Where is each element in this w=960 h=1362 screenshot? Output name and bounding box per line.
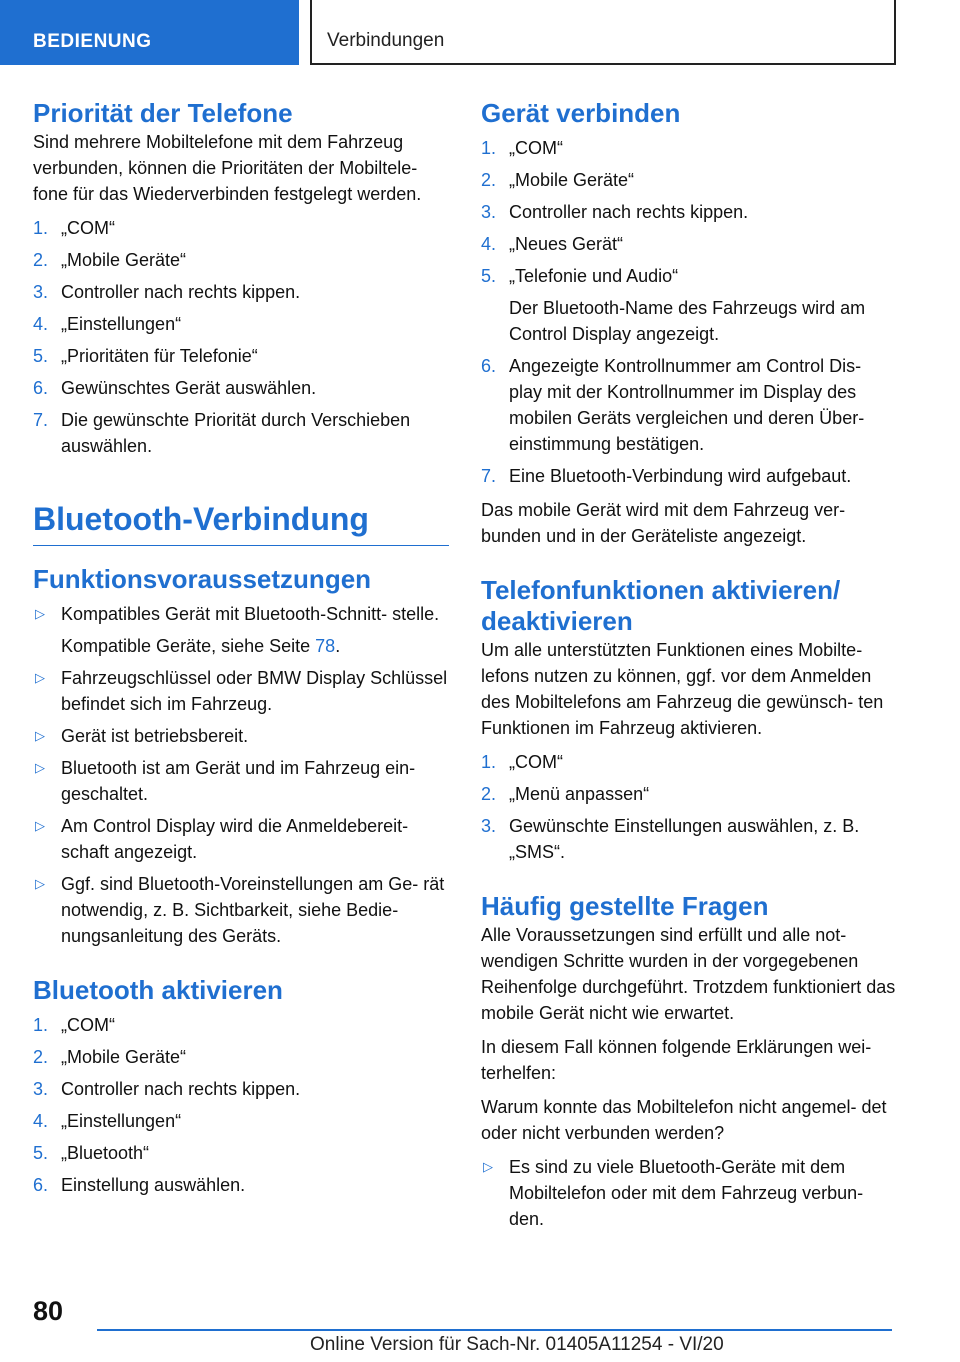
step-number: 3. [481, 202, 497, 222]
step-item [33, 375, 449, 401]
step-item [481, 231, 897, 257]
step-item [33, 215, 449, 241]
item-text: Am Control Display wird die Anmeldebereit- schaft angezeigt. [61, 816, 409, 862]
step-number: 2. [481, 784, 497, 804]
subtext-body: Kompatible Geräte, siehe Seite [61, 636, 316, 656]
step-item [33, 1076, 449, 1102]
triangle-bullet-icon: ▷ [35, 728, 45, 743]
step-item [481, 135, 897, 161]
bullet-item [33, 813, 449, 865]
step-number: 4. [481, 234, 497, 254]
item-text: „COM“ [61, 218, 115, 238]
faq-list [481, 1154, 897, 1232]
step-number: 1. [33, 1015, 49, 1035]
item-text: Fahrzeugschlüssel oder BMW Display Schlüssel befindet sich im Fahrzeug. [61, 668, 448, 714]
item-text: „COM“ [61, 1015, 115, 1035]
phone-functions-intro: Um alle unterstützten Funktionen eines Mobilte- lefons nutzen zu können, ggf. vor dem Anmelden des Mobiltelefons am Fahrzeug die gewünsch- ten Funktionen im Fahrzeug aktivieren. [481, 640, 884, 738]
item-text: „Mobile Geräte“ [61, 1047, 187, 1067]
step-item [33, 247, 449, 273]
item-text: Gewünschtes Gerät auswählen. [61, 378, 317, 398]
step-item [33, 1108, 449, 1134]
item-subtext [509, 295, 897, 347]
item-text: „Mobile Geräte“ [61, 250, 187, 270]
header-section-tab [0, 0, 299, 65]
priority-intro: Sind mehrere Mobiltelefone mit dem Fahrzeug verbunden, können die Prioritäten der Mobiltele- fone für das Wiederverbinden festgelegt werden. [33, 132, 422, 204]
priority-steps [33, 215, 449, 459]
item-text: Es sind zu viele Bluetooth-Geräte mit dem Mobiltelefon oder mit dem Fahrzeug verbun- den. [509, 1157, 864, 1229]
item-text: Bluetooth ist am Gerät und im Fahrzeug ein- geschaltet. [61, 758, 416, 804]
header-topic-box [310, 0, 896, 65]
triangle-bullet-icon: ▷ [483, 1159, 493, 1174]
step-number: 6. [33, 378, 49, 398]
faq-paragraph-3: Warum konnte das Mobiltelefon nicht angemel- det oder nicht verbunden werden? [481, 1097, 887, 1143]
step-item [481, 781, 897, 807]
item-text: „Bluetooth“ [61, 1143, 150, 1163]
left-column [33, 98, 449, 1206]
phone-functions-heading: Telefonfunktionen aktivieren/ deaktivieren [481, 575, 841, 636]
triangle-bullet-icon: ▷ [35, 670, 45, 685]
item-text: Ggf. sind Bluetooth-Voreinstellungen am Ge- rät notwendig, z. B. Sichtbarkeit, siehe Bedie- nungsanleitung des Geräts. [61, 874, 445, 946]
triangle-bullet-icon: ▷ [35, 876, 45, 891]
step-number: 3. [481, 816, 497, 836]
bluetooth-activate-heading: Bluetooth aktivieren [33, 975, 283, 1005]
step-number: 1. [33, 218, 49, 238]
triangle-bullet-icon: ▷ [35, 606, 45, 621]
step-item [481, 199, 897, 225]
item-text: Controller nach rechts kippen. [61, 282, 301, 302]
requirements-heading: Funktionsvoraussetzungen [33, 564, 372, 594]
step-item [481, 463, 897, 489]
item-text: Eine Bluetooth-Verbindung wird aufgebaut. [509, 466, 852, 486]
right-column [481, 98, 897, 1240]
step-item [33, 311, 449, 337]
requirements-list [33, 601, 449, 949]
activate-steps [33, 1012, 449, 1198]
footer-divider [97, 1329, 892, 1331]
item-text: Controller nach rechts kippen. [61, 1079, 301, 1099]
page-number: 80 [33, 1296, 64, 1326]
bullet-item [33, 871, 449, 949]
item-text: Controller nach rechts kippen. [509, 202, 749, 222]
connect-steps [481, 135, 897, 489]
item-text: Angezeigte Kontrollnummer am Control Dis- play mit der Kontrollnummer im Display des mobilen Geräts vergleichen und deren Über- einstimmung bestätigen. [509, 356, 865, 454]
item-text: „COM“ [509, 138, 563, 158]
item-text: „Einstellungen“ [61, 1111, 182, 1131]
bullet-item [33, 601, 449, 659]
step-item [33, 279, 449, 305]
step-number: 2. [481, 170, 497, 190]
step-item [33, 1044, 449, 1070]
item-text: Die gewünschte Priorität durch Verschieben auswählen. [61, 410, 411, 456]
step-number: 7. [481, 466, 497, 486]
step-number: 2. [33, 1047, 49, 1067]
faq-paragraph-1: Alle Voraussetzungen sind erfüllt und alle not- wendigen Schritte wurden in der vorgegebenen Reihenfolge durchgeführt. Trotzdem funktioniert das mobile Gerät nicht wie erwartet. [481, 925, 896, 1023]
step-number: 7. [33, 410, 49, 430]
page-reference-link[interactable]: 78 [315, 636, 336, 656]
faq-heading: Häufig gestellte Fragen [481, 891, 769, 921]
step-number: 1. [481, 138, 497, 158]
step-number: 5. [33, 346, 49, 366]
footer-version: Online Version für Sach-Nr. 01405A11254 - VI/20 [310, 1334, 724, 1355]
bullet-item [33, 755, 449, 807]
item-subtext [61, 633, 449, 659]
step-number: 6. [481, 356, 497, 376]
header-topic-label: Verbindungen [327, 30, 445, 51]
item-text: „Menü anpassen“ [509, 784, 650, 804]
triangle-bullet-icon: ▷ [35, 760, 45, 775]
step-number: 5. [481, 266, 497, 286]
step-number: 3. [33, 1079, 49, 1099]
item-text: „Telefonie und Audio“ [509, 266, 679, 286]
step-item [481, 263, 897, 347]
step-item [481, 749, 897, 775]
connect-device-heading: Gerät verbinden [481, 98, 681, 128]
bullet-item [33, 665, 449, 717]
step-item [481, 813, 897, 865]
item-text: „Einstellungen“ [61, 314, 182, 334]
faq-paragraph-2: In diesem Fall können folgende Erklärungen wei- terhelfen: [481, 1037, 872, 1083]
header-section-label: BEDIENUNG [33, 31, 152, 52]
priority-heading: Priorität der Telefone [33, 98, 293, 128]
step-item [33, 407, 449, 459]
step-number: 4. [33, 1111, 49, 1131]
step-number: 5. [33, 1143, 49, 1163]
bluetooth-connection-heading: Bluetooth-Verbindung [33, 499, 449, 546]
item-text: Kompatibles Gerät mit Bluetooth-Schnitt- stelle. [61, 604, 440, 624]
step-item [33, 343, 449, 369]
step-item [33, 1012, 449, 1038]
triangle-bullet-icon: ▷ [35, 818, 45, 833]
item-text: „COM“ [509, 752, 563, 772]
bullet-item [481, 1154, 897, 1232]
step-number: 2. [33, 250, 49, 270]
item-text: „Mobile Geräte“ [509, 170, 635, 190]
step-number: 3. [33, 282, 49, 302]
step-number: 4. [33, 314, 49, 334]
subtext-body: Der Bluetooth-Name des Fahrzeugs wird am Control Display angezeigt. [509, 298, 866, 344]
connect-result: Das mobile Gerät wird mit dem Fahrzeug ver- bunden und in der Geräteliste angezeigt. [481, 500, 846, 546]
step-number: 1. [481, 752, 497, 772]
step-item [33, 1140, 449, 1166]
step-item [481, 353, 897, 457]
item-text: Gewünschte Einstellungen auswählen, z. B. „SMS“. [509, 816, 860, 862]
item-text: Einstellung auswählen. [61, 1175, 246, 1195]
phone-functions-steps [481, 749, 897, 865]
item-text: Gerät ist betriebsbereit. [61, 726, 249, 746]
step-number: 6. [33, 1175, 49, 1195]
item-text: „Neues Gerät“ [509, 234, 624, 254]
item-text: „Prioritäten für Telefonie“ [61, 346, 258, 366]
step-item [481, 167, 897, 193]
step-item [33, 1172, 449, 1198]
subtext-end: . [335, 636, 341, 656]
bullet-item [33, 723, 449, 749]
